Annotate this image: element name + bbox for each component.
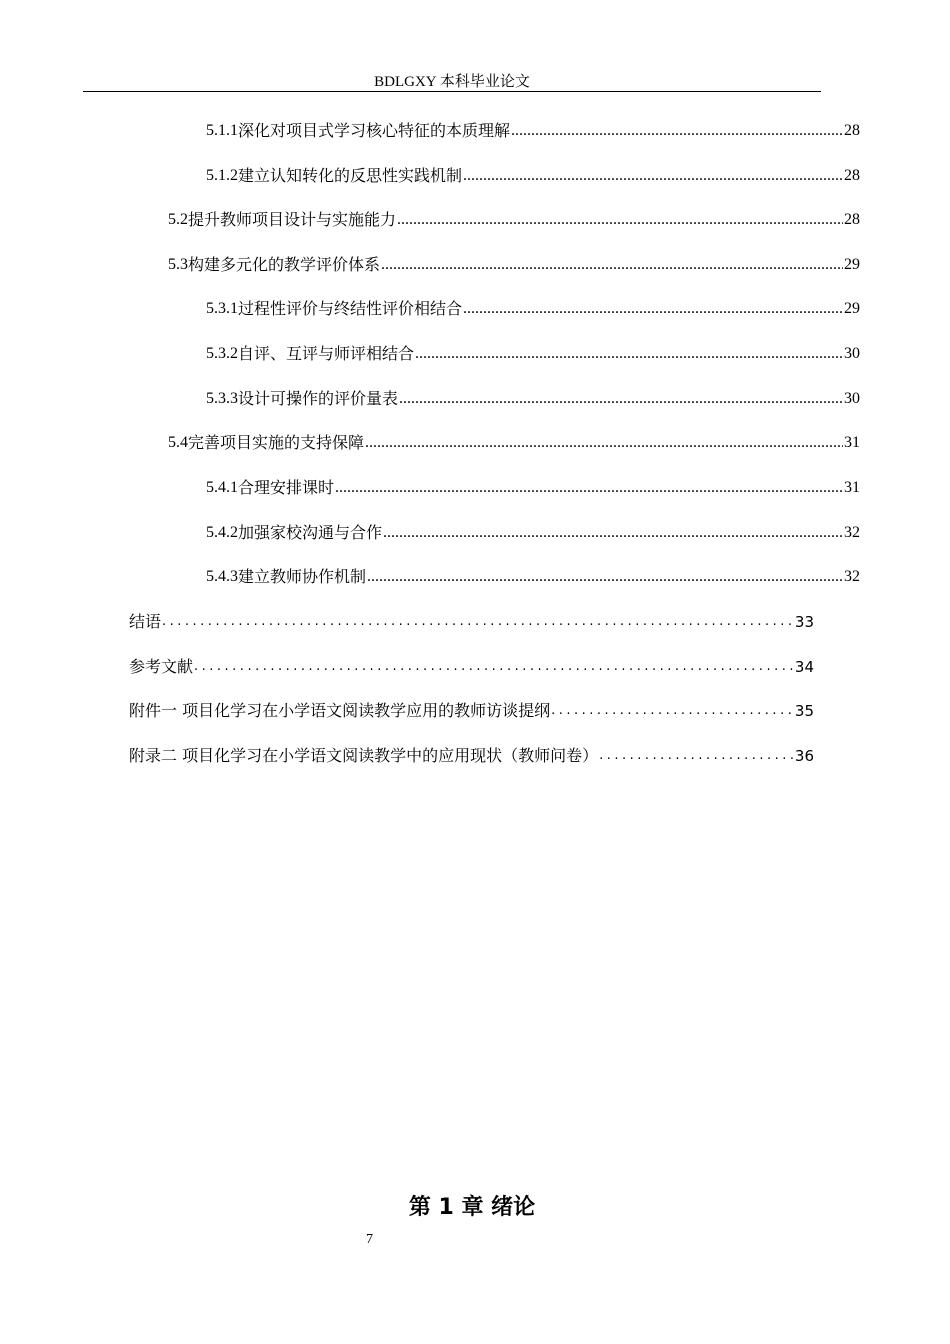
toc-leader	[335, 478, 843, 498]
toc-leader	[365, 433, 843, 453]
toc-entry-5-3-3[interactable]	[206, 389, 860, 409]
toc-leader	[383, 523, 843, 543]
toc-number: 5.4	[168, 434, 188, 451]
toc-leader	[415, 344, 843, 364]
toc-entry-5-4[interactable]	[168, 433, 860, 453]
toc-title: 附件一 项目化学习在小学语文阅读教学应用的教师访谈提纲	[129, 701, 551, 720]
toc-number: 5.2	[168, 211, 188, 228]
toc-number: 5.3.1	[206, 300, 238, 317]
toc-entry-5-4-1[interactable]	[206, 478, 860, 498]
toc-page: 30	[844, 345, 860, 362]
toc-entry-appendix-2[interactable]	[129, 746, 814, 766]
toc-title: 建立认知转化的反思性实践机制	[238, 166, 463, 185]
running-header: BDLGXY 本科毕业论文	[374, 74, 530, 90]
page-number: 7	[366, 1232, 373, 1247]
toc-page: 30	[844, 390, 860, 407]
chapter-title: 第 1 章 绪论	[408, 1195, 536, 1220]
toc-title: 结语	[129, 612, 162, 631]
toc-page: 31	[844, 434, 860, 451]
toc-title: 建立教师协作机制	[238, 567, 367, 586]
toc-entry-5-1-1[interactable]	[206, 121, 860, 141]
toc-leader	[381, 255, 843, 275]
toc-entry-5-4-3[interactable]	[206, 567, 860, 587]
toc-leader	[463, 166, 843, 186]
toc-leader	[194, 657, 794, 677]
toc-title: 过程性评价与终结性评价相结合	[238, 299, 463, 318]
toc-title: 附录二 项目化学习在小学语文阅读教学中的应用现状（教师问卷）	[129, 746, 599, 765]
toc-page: 33	[794, 613, 814, 631]
toc-number: 5.3	[168, 256, 188, 273]
toc-title: 提升教师项目设计与实施能力	[188, 210, 397, 229]
toc-leader	[599, 746, 794, 766]
toc-page: 29	[844, 300, 860, 317]
toc-entry-conclusion[interactable]	[129, 612, 814, 632]
toc-page: 28	[844, 211, 860, 228]
toc-title: 完善项目实施的支持保障	[188, 433, 365, 452]
toc-entry-attachment-1[interactable]	[129, 701, 814, 721]
toc-number: 5.1.1	[206, 122, 238, 139]
toc-page: 36	[794, 747, 814, 765]
toc-number: 5.4.3	[206, 568, 238, 585]
toc-number: 5.1.2	[206, 167, 238, 184]
toc-title: 深化对项目式学习核心特征的本质理解	[238, 121, 511, 140]
toc-page: 28	[844, 167, 860, 184]
toc-entry-5-3-2[interactable]	[206, 344, 860, 364]
toc-leader	[397, 210, 843, 230]
toc-page: 35	[794, 702, 814, 720]
toc-leader	[511, 121, 843, 141]
toc-leader	[162, 612, 794, 632]
toc-leader	[551, 701, 794, 721]
toc-number: 5.4.1	[206, 479, 238, 496]
toc-leader	[399, 389, 843, 409]
toc-entry-5-1-2[interactable]	[206, 166, 860, 186]
toc-entry-5-4-2[interactable]	[206, 523, 860, 543]
toc-title: 加强家校沟通与合作	[238, 523, 383, 542]
toc-entry-5-2[interactable]	[168, 210, 860, 230]
toc-page: 34	[794, 658, 814, 676]
toc-leader	[463, 299, 843, 319]
toc-entry-5-3[interactable]	[168, 255, 860, 275]
toc-number: 5.3.2	[206, 345, 238, 362]
toc-page: 29	[844, 256, 860, 273]
toc-page: 32	[844, 568, 860, 585]
toc-title: 参考文献	[129, 657, 194, 676]
toc-entry-5-3-1[interactable]	[206, 299, 860, 319]
toc-number: 5.3.3	[206, 390, 238, 407]
toc-entry-references[interactable]	[129, 657, 814, 677]
toc-title: 构建多元化的教学评价体系	[188, 255, 381, 274]
header-rule	[83, 91, 821, 92]
toc-leader	[367, 567, 843, 587]
toc-title: 设计可操作的评价量表	[238, 389, 399, 408]
toc-page: 28	[844, 122, 860, 139]
toc-title: 自评、互评与师评相结合	[238, 344, 415, 363]
toc-title: 合理安排课时	[238, 478, 335, 497]
toc-page: 32	[844, 524, 860, 541]
toc-page: 31	[844, 479, 860, 496]
toc-number: 5.4.2	[206, 524, 238, 541]
